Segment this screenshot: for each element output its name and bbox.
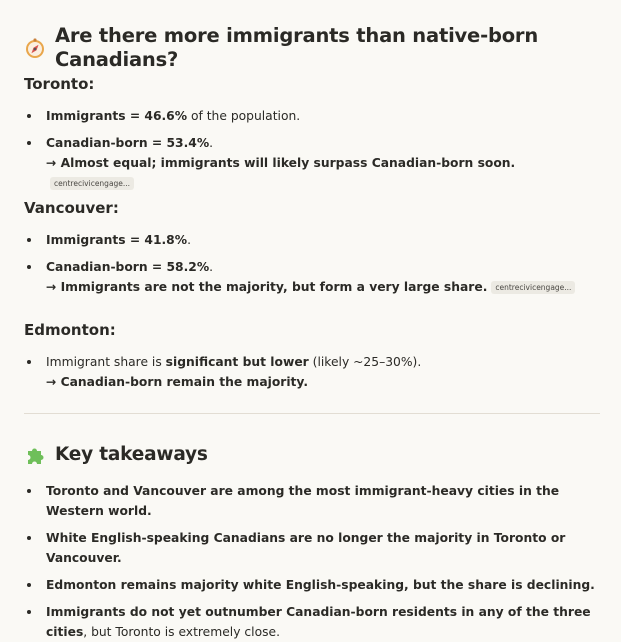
section-toronto (24, 74, 600, 193)
section-takeaways (24, 443, 600, 642)
section-heading: Toronto: (24, 75, 95, 93)
puzzle-piece-icon (24, 444, 46, 466)
list-item: Canadian-born = 53.4%. → Almost equal; immigrants will likely surpass Canadian-born soon.centrecivicengage... (24, 133, 600, 193)
section-divider (24, 413, 600, 414)
conclusion-text: → Canadian-born remain the majority. (46, 375, 308, 389)
list-item: Toronto and Vancouver are among the most immigrant-heavy cities in the Western world. (24, 481, 600, 521)
section-heading: Vancouver: (24, 199, 119, 217)
list-item: Canadian-born = 58.2%. → Immigrants are not the majority, but form a very large share. centrecivicengage... (24, 257, 600, 297)
section-edmonton (24, 320, 600, 392)
page-title-text: Are there more immigrants than native-born Canadians? (55, 24, 539, 71)
list-item: Immigrants = 46.6% of the population. (24, 106, 600, 126)
takeaways-heading (24, 443, 600, 467)
list-item: White English-speaking Canadians are no longer the majority in Toronto or Vancouver. (24, 528, 600, 568)
section-heading: Edmonton: (24, 321, 116, 339)
source-citation-chip[interactable]: centrecivicengage... (491, 281, 575, 294)
takeaways-heading-text: Key takeaways (55, 444, 208, 465)
conclusion-text: → Almost equal; immigrants will likely surpass Canadian-born soon. (46, 156, 516, 170)
list-item: Immigrants = 41.8%. (24, 230, 600, 250)
list-item: Immigrants do not yet outnumber Canadian-born residents in any of the three cities, but Toronto is extremely close. (24, 602, 600, 642)
compass-icon (24, 37, 46, 59)
section-vancouver (24, 198, 600, 297)
response-content (0, 0, 621, 72)
list-item: Immigrant share is significant but lower (likely ~25–30%). → Canadian-born remain the majority. (24, 352, 600, 392)
conclusion-text: → Immigrants are not the majority, but form a very large share. (46, 280, 488, 294)
page-title (24, 0, 600, 72)
list-item: Edmonton remains majority white English-speaking, but the share is declining. (24, 575, 600, 595)
source-citation-chip[interactable]: centrecivicengage... (50, 177, 134, 190)
